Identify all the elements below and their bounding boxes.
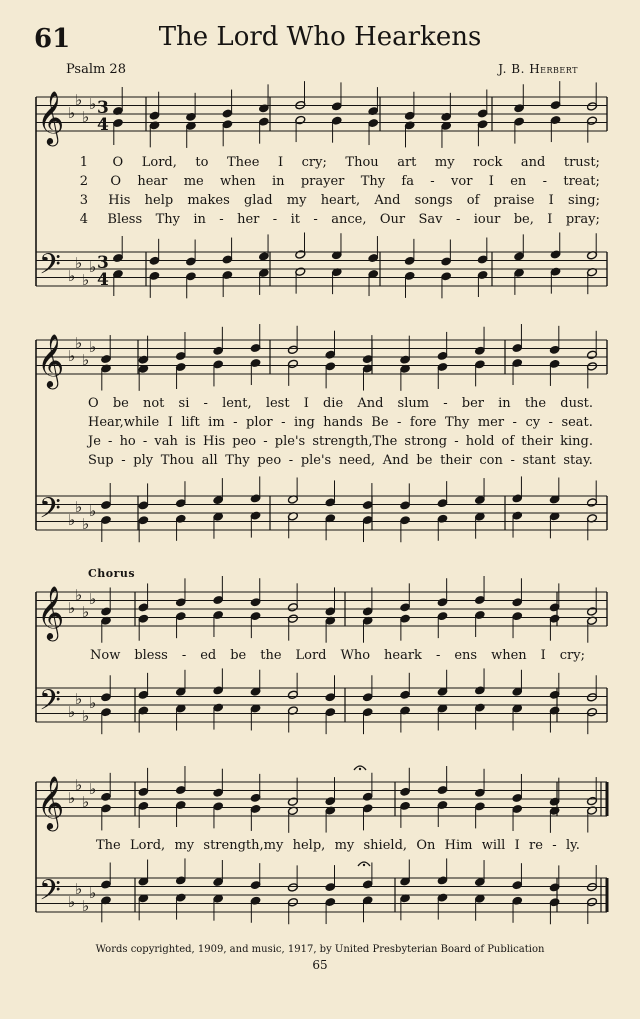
lyric-syllable: re (529, 838, 543, 853)
lyric-syllable: strength,my (203, 838, 284, 853)
lyric-syllable: Sup (88, 453, 114, 468)
lyric-syllable: vah (154, 434, 178, 449)
lyric-syllable: Thy (225, 453, 250, 468)
lyric-syllable: when (491, 648, 527, 663)
lyric-syllable: peo (257, 453, 282, 468)
lyric-syllable: - (435, 648, 441, 663)
lyric-syllable: will (481, 838, 506, 853)
lyric-syllable: me (183, 174, 204, 189)
lyric-syllable: ens (454, 648, 478, 663)
flat-sign: ♭ (82, 707, 90, 725)
lyric-syllable: Him (444, 838, 473, 853)
lyric-syllable: iour (473, 212, 501, 227)
copyright-notice: Words copyrighted, 1909, and music, 1917, by United Presbyterian Board of Publication (95, 944, 545, 955)
treble-clef: 𝄞 (37, 90, 65, 144)
flat-sign: ♭ (82, 897, 90, 915)
lyric-line (88, 394, 593, 413)
lyric-syllable: Lord, (130, 838, 166, 853)
lyric-line (70, 210, 600, 229)
lyric-syllable: O (88, 396, 99, 411)
bass-clef: 𝄢 (39, 684, 61, 724)
lyric-syllable: - (121, 453, 126, 468)
flat-sign: ♭ (89, 338, 97, 356)
lyric-syllable: ho (119, 434, 136, 449)
bass-clef: 𝄢 (39, 492, 61, 532)
lyric-syllable: strength,The (312, 434, 398, 449)
lyric-syllable: I (277, 155, 284, 170)
flat-sign: ♭ (75, 880, 83, 898)
verse-lyrics-system-1 (70, 153, 600, 229)
lyric-syllable: And (357, 396, 384, 411)
fermata-dot (363, 864, 365, 866)
lyric-syllable: Thy (360, 174, 386, 189)
lyric-syllable: plor (246, 415, 273, 430)
lyric-syllable: si (178, 396, 190, 411)
time-signature: 4 (97, 270, 109, 290)
lyric-syllable: rock (473, 155, 503, 170)
flat-sign: ♭ (82, 108, 90, 126)
lyric-syllable: the (260, 648, 282, 663)
lyric-syllable: - (181, 648, 187, 663)
verse-number: 2 (79, 174, 88, 189)
lyric-syllable: my (174, 838, 195, 853)
lyric-syllable: Thou (160, 453, 194, 468)
lyric-line (70, 191, 600, 210)
flat-sign: ♭ (89, 884, 97, 902)
lyric-syllable: their (521, 434, 553, 449)
lyric-syllable: hands (323, 415, 363, 430)
lyric-syllable: - (281, 415, 286, 430)
lyric-syllable: - (455, 212, 461, 227)
lyric-syllable: - (108, 434, 113, 449)
lyric-syllable: - (313, 212, 318, 227)
lyric-syllable: On (416, 838, 436, 853)
lyric-syllable: ance, (331, 212, 367, 227)
lyric-syllable: of (466, 193, 480, 208)
lyric-syllable: Thy (444, 415, 470, 430)
hymn-number: 61 (34, 24, 71, 54)
lyric-syllable: - (219, 212, 224, 227)
lyric-syllable: Now (90, 648, 121, 663)
flat-sign: ♭ (89, 502, 97, 520)
lyric-syllable: I (548, 193, 554, 208)
lyric-syllable: hold (465, 434, 495, 449)
lyric-syllable: His (108, 193, 131, 208)
bass-clef: 𝄢 (39, 248, 61, 288)
flat-sign: ♭ (75, 586, 83, 604)
lyric-syllable: The (96, 838, 121, 853)
lyric-syllable: con (479, 453, 503, 468)
lyric-syllable: - (430, 174, 435, 189)
lyric-syllable: ed (200, 648, 217, 663)
lyric-syllable: - (512, 415, 517, 430)
time-signature: 3 (97, 98, 109, 118)
verse-number: 4 (79, 212, 88, 227)
lyric-syllable: - (454, 434, 459, 449)
flat-sign: ♭ (89, 258, 97, 276)
flat-sign: ♭ (68, 511, 76, 529)
flat-sign: ♭ (82, 271, 90, 289)
flat-sign: ♭ (68, 893, 76, 911)
lyric-syllable: shield, (363, 838, 408, 853)
lyric-syllable: vor (451, 174, 473, 189)
lyric-syllable: - (288, 453, 294, 468)
lyric-syllable: ing (293, 415, 315, 430)
flat-sign: ♭ (75, 498, 83, 516)
lyric-syllable: be (416, 453, 433, 468)
time-signature: 3 (97, 253, 109, 273)
lyric-syllable: lest (265, 396, 290, 411)
lyric-syllable: art (397, 155, 417, 170)
lyric-syllable: ple's (274, 434, 306, 449)
lyric-syllable: I (547, 212, 553, 227)
lyric-syllable: Je (88, 434, 101, 449)
lyric-syllable: of (501, 434, 515, 449)
lyric-line (88, 432, 593, 451)
lyric-syllable: ly. (565, 838, 580, 853)
flat-sign: ♭ (68, 267, 76, 285)
lyric-syllable: when (220, 174, 256, 189)
flat-sign: ♭ (89, 95, 97, 113)
lyric-syllable: - (397, 415, 402, 430)
treble-clef: 𝄞 (37, 333, 65, 387)
lyric-syllable: is (185, 434, 196, 449)
lyric-syllable: and (520, 155, 546, 170)
lyric-syllable: strong (404, 434, 448, 449)
treble-clef: 𝄞 (37, 585, 65, 639)
flat-sign: ♭ (89, 694, 97, 712)
lyric-syllable: the (524, 396, 547, 411)
lyric-syllable: im (208, 415, 225, 430)
lyric-line (90, 646, 585, 665)
lyric-syllable: fore (409, 415, 437, 430)
lyric-syllable: cry; (301, 155, 327, 170)
lyric-syllable: Thou (345, 155, 379, 170)
flat-sign: ♭ (68, 347, 76, 365)
lyric-syllable: my (434, 155, 455, 170)
lyric-syllable: Lord, (141, 155, 177, 170)
lyric-syllable: king. (560, 434, 593, 449)
verse-number: 1 (79, 155, 88, 170)
lyric-syllable: treat; (563, 174, 600, 189)
lyric-syllable: in (271, 174, 285, 189)
lyric-syllable: help, (292, 838, 326, 853)
chorus-label: Chorus (88, 567, 136, 580)
lyric-syllable: need, (338, 453, 376, 468)
lyric-syllable: I (540, 648, 546, 663)
lyric-syllable: help (144, 193, 174, 208)
lyric-syllable: Sav (418, 212, 443, 227)
flat-sign: ♭ (82, 515, 90, 533)
lyric-syllable: makes (187, 193, 230, 208)
lyric-syllable: dust. (560, 396, 593, 411)
lyric-syllable: slum (397, 396, 430, 411)
lyric-syllable: - (443, 396, 448, 411)
flat-sign: ♭ (89, 590, 97, 608)
lyric-syllable: - (542, 174, 548, 189)
lyric-syllable: His (202, 434, 226, 449)
lyric-syllable: Who (340, 648, 371, 663)
flat-sign: ♭ (82, 351, 90, 369)
lyric-syllable: ple's (300, 453, 332, 468)
lyric-syllable: - (510, 453, 515, 468)
flat-sign: ♭ (75, 334, 83, 352)
lyric-syllable: heark (384, 648, 422, 663)
lyric-syllable: die (322, 396, 344, 411)
flat-sign: ♭ (75, 690, 83, 708)
flat-sign: ♭ (82, 793, 90, 811)
lyric-syllable: be (112, 396, 129, 411)
lyric-syllable: not (142, 396, 165, 411)
lyric-syllable: sing; (568, 193, 600, 208)
lyric-syllable: in (498, 396, 511, 411)
lyric-syllable: peo (232, 434, 257, 449)
lyric-syllable: songs (414, 193, 453, 208)
lyric-syllable: Lord (295, 648, 327, 663)
lyric-syllable: - (552, 838, 557, 853)
lyric-syllable: - (203, 396, 208, 411)
lyric-syllable: my (286, 193, 307, 208)
flat-sign: ♭ (68, 104, 76, 122)
composer-credit: J. B. Herbert (498, 62, 578, 76)
bass-clef: 𝄢 (39, 874, 61, 914)
flat-sign: ♭ (68, 599, 76, 617)
fermata-dot (359, 768, 361, 770)
lyric-syllable: I (488, 174, 494, 189)
lyric-syllable: And (382, 453, 409, 468)
lyric-syllable: be (230, 648, 247, 663)
lyric-syllable: pray; (565, 212, 600, 227)
chorus-lyrics-line-2 (96, 836, 580, 855)
lyric-syllable: her (237, 212, 260, 227)
treble-clef: 𝄞 (37, 775, 65, 829)
lyric-syllable: lift (181, 415, 200, 430)
psalm-reference: Psalm 28 (66, 62, 126, 77)
lyric-syllable: - (272, 212, 278, 227)
hymn-title: The Lord Who Hearkens (158, 22, 482, 52)
lyric-syllable: Hear,while (88, 415, 160, 430)
lyric-syllable: O (110, 174, 121, 189)
lyric-syllable: fa (401, 174, 414, 189)
lyric-syllable: cry; (559, 648, 585, 663)
lyric-syllable: cy (525, 415, 541, 430)
lyric-syllable: heart, (320, 193, 361, 208)
lyric-syllable: their (440, 453, 472, 468)
lyric-syllable: - (233, 415, 238, 430)
page-number: 65 (312, 958, 328, 972)
flat-sign: ♭ (68, 789, 76, 807)
lyric-syllable: mer (477, 415, 505, 430)
lyric-syllable: my (334, 838, 355, 853)
lyric-syllable: hear (137, 174, 168, 189)
flat-sign: ♭ (68, 703, 76, 721)
lyric-line (88, 413, 593, 432)
lyric-syllable: all (201, 453, 218, 468)
flat-sign: ♭ (75, 91, 83, 109)
lyric-syllable: stay. (563, 453, 593, 468)
lyric-line (70, 153, 600, 172)
lyric-syllable: glad (243, 193, 273, 208)
verse-lyrics-system-2 (88, 394, 593, 470)
lyric-syllable: seat. (561, 415, 593, 430)
lyric-syllable: be, (513, 212, 534, 227)
lyric-syllable: to (195, 155, 209, 170)
lyric-syllable: Bless (107, 212, 143, 227)
lyric-syllable: in (193, 212, 206, 227)
lyric-syllable: I (514, 838, 520, 853)
lyric-syllable: ply (133, 453, 154, 468)
lyric-syllable: praise (493, 193, 535, 208)
lyric-syllable: stant (522, 453, 556, 468)
time-signature: 4 (97, 115, 109, 135)
lyric-line (88, 451, 593, 470)
lyric-syllable: bless (134, 648, 168, 663)
flat-sign: ♭ (75, 776, 83, 794)
lyric-syllable: I (167, 415, 173, 430)
lyric-syllable: Be (371, 415, 389, 430)
flat-sign: ♭ (75, 254, 83, 272)
lyric-syllable: trust; (563, 155, 600, 170)
lyric-syllable: lent, (222, 396, 252, 411)
lyric-syllable: prayer (300, 174, 345, 189)
lyric-syllable: en (510, 174, 527, 189)
lyric-syllable: - (263, 434, 268, 449)
flat-sign: ♭ (82, 603, 90, 621)
lyric-syllable: And (374, 193, 401, 208)
lyric-syllable: Thee (227, 155, 260, 170)
lyric-syllable: ber (461, 396, 484, 411)
lyric-syllable: - (548, 415, 553, 430)
verse-number: 3 (79, 193, 88, 208)
lyric-syllable: I (303, 396, 309, 411)
chorus-lyrics-line-1 (90, 646, 585, 665)
lyric-syllable: - (142, 434, 148, 449)
lyric-line (96, 836, 580, 855)
lyric-line (70, 172, 600, 191)
lyric-syllable: Thy (155, 212, 180, 227)
lyric-syllable: it (290, 212, 300, 227)
flat-sign: ♭ (89, 780, 97, 798)
lyric-syllable: Our (379, 212, 406, 227)
lyric-syllable: O (112, 155, 124, 170)
